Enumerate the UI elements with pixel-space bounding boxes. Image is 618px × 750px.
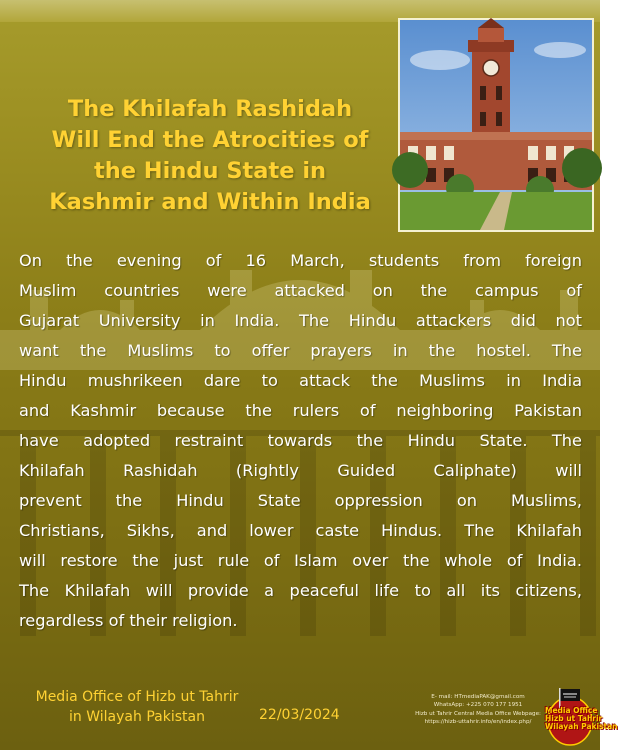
contact-whatsapp: WhatsApp: +225 070 177 1951	[433, 702, 523, 709]
body-line: The Khilafah will provide a peaceful life to all its citizens,	[19, 581, 582, 600]
contact-webpage-label: Hizb ut Tahrir Central Media Office Webpage:	[415, 710, 541, 717]
contact-webpage-url: https://hizb-uttahrir.info/en/index.php/	[424, 718, 532, 725]
logo-text-line: Media Office	[545, 706, 598, 715]
logo-text-line: Hizb ut Tahrir	[545, 714, 603, 723]
university-photo	[398, 18, 594, 232]
body-line: want the Muslims to offer prayers in the hostel. The	[19, 341, 582, 360]
office-line: in Wilayah Pakistan	[69, 709, 205, 725]
body-line: have adopted restraint towards the Hindu State. The	[19, 431, 582, 450]
body-line: will restore the just rule of Islam over the whole of India.	[19, 551, 582, 570]
body-line: Christians, Sikhs, and lower caste Hindus. The Khilafah	[19, 521, 582, 540]
body-line: On the evening of 16 March, students from foreign	[19, 251, 582, 270]
footer	[0, 686, 618, 750]
headline	[20, 94, 400, 218]
media-office-name	[12, 687, 262, 727]
body-line: regardless of their religion.	[19, 611, 238, 630]
office-line: Media Office of Hizb ut Tahrir	[35, 689, 239, 705]
media-office-logo	[545, 685, 618, 747]
body-line: Muslim countries were attacked on the campus of	[19, 281, 582, 300]
logo-text-line: Wilayah Pakistan	[545, 722, 618, 731]
logo-text	[545, 706, 618, 731]
body-text	[19, 246, 582, 636]
headline-line: Will End the Atrocities of	[51, 127, 369, 153]
body-line: Khilafah Rashidah (Rightly Guided Caliphate) will	[19, 461, 582, 480]
body-line: Gujarat University in India. The Hindu attackers did not	[19, 311, 582, 330]
publication-date: 22/03/2024	[259, 707, 340, 723]
body-line: and Kashmir because the rulers of neighboring Pakistan	[19, 401, 582, 420]
contact-email: E- mail: HTmediaPAK@gmail.com	[431, 694, 525, 700]
headline-line: The Khilafah Rashidah	[67, 96, 353, 122]
contact-info	[388, 693, 568, 726]
headline-line: the Hindu State in	[93, 158, 327, 184]
headline-line: Kashmir and Within India	[49, 189, 371, 215]
body-line: Hindu mushrikeen dare to attack the Muslims in India	[19, 371, 582, 390]
body-line: prevent the Hindu State oppression on Muslims,	[19, 491, 582, 510]
